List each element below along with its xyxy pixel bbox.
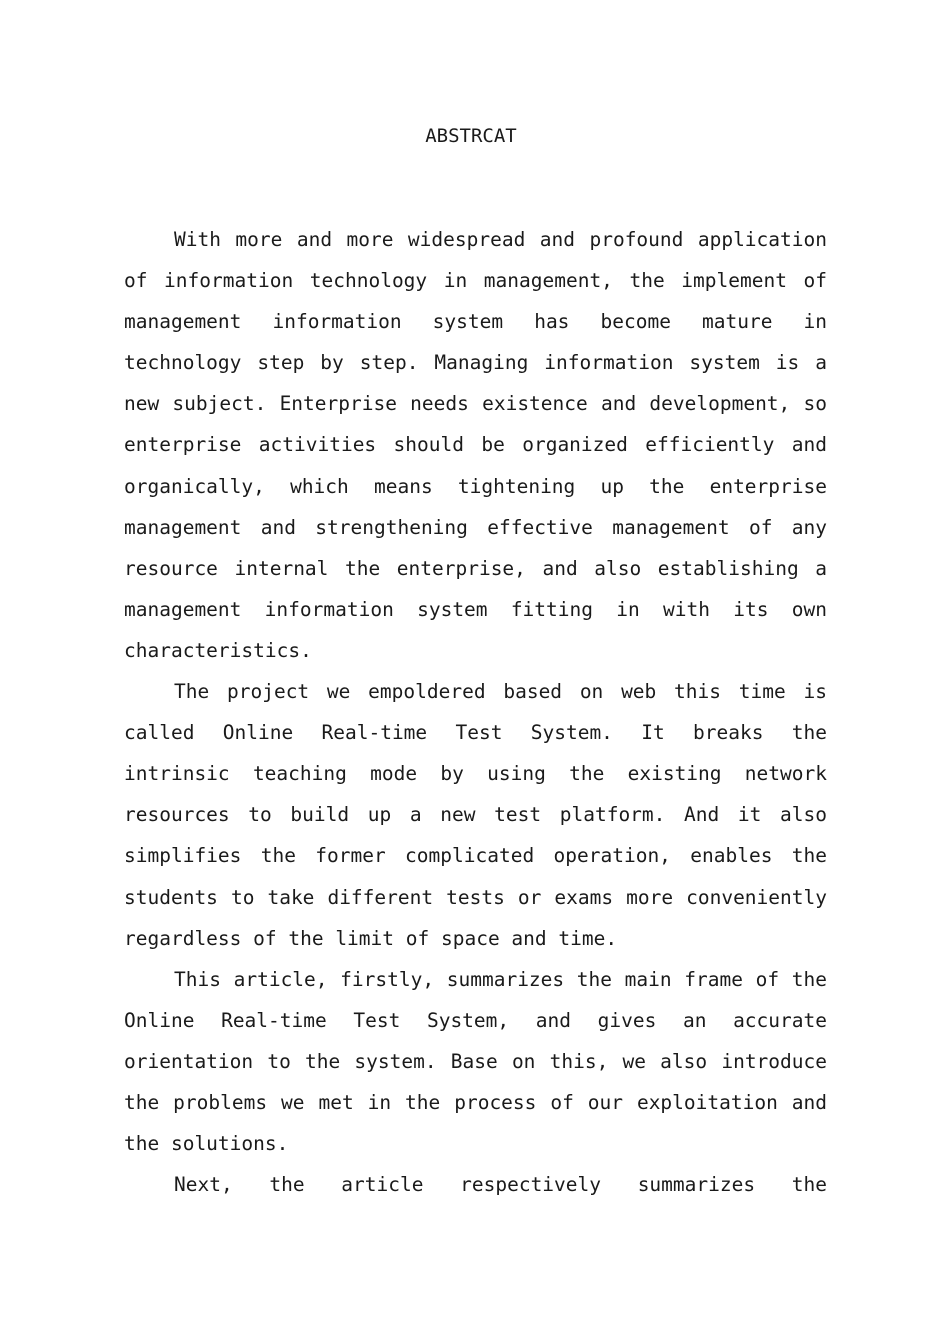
- abstract-body: [124, 219, 827, 1205]
- abstract-paragraph-3: This article, firstly, summarizes the main frame of the Online Real-time Test System, and gives an accurate orientation to the system. Base on this, we also introduce the problems we met in the process of our exploitation and the solutions.: [124, 967, 827, 1156]
- abstract-paragraph-2: The project we empoldered based on web this time is called Online Real-time Test System. It breaks the intrinsic teaching mode by using the existing network resources to build up a new test platform. And it also simplifies the former complicated operation, enables the students to take different tests or exams more conveniently regardless of the limit of space and time.: [124, 680, 827, 950]
- abstract-paragraph-1: With more and more widespread and profound application of information technology in management, the implement of management information system has become mature in technology step by step. Managing information system is a new subject. Enterprise needs existence and development, so enterprise activities should be organized efficiently and organically, which means tightening up the enterprise management and strengthening effective management of any resource internal the enterprise, and also establishing a management information system fitting in with its own characteristics.: [124, 228, 827, 662]
- abstract-title: ABSTRCAT: [425, 125, 517, 147]
- abstract-paragraph-4: Next, the article respectively summarizes the: [174, 1173, 827, 1197]
